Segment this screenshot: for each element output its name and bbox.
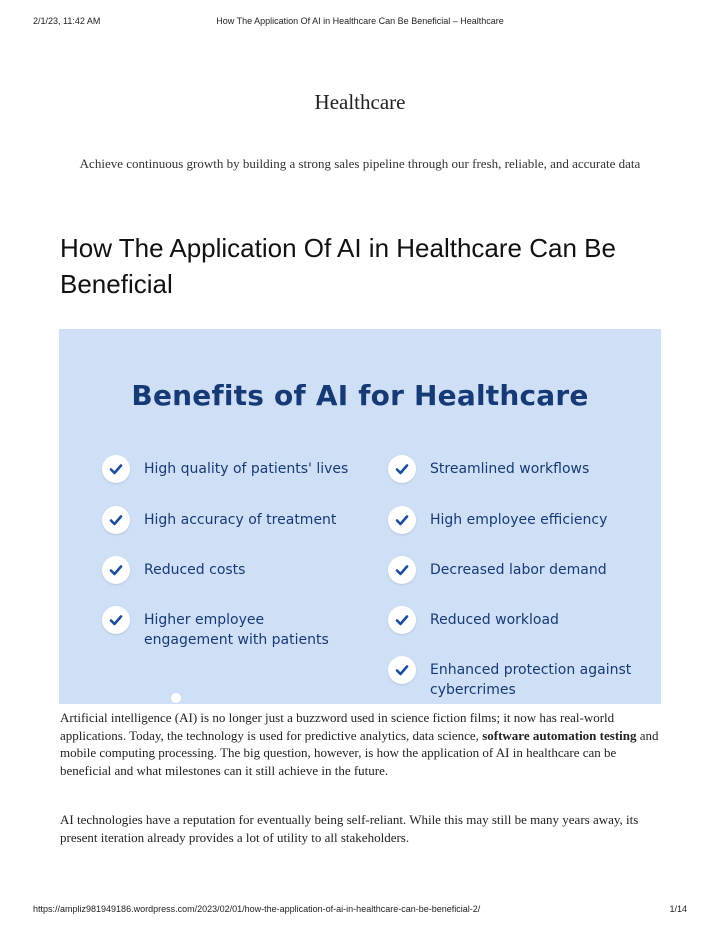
print-page-title: How The Application Of AI in Healthcare Can Be Beneficial – Healthcare <box>216 16 504 26</box>
site-tagline: Achieve continuous growth by building a strong sales pipeline through our fresh, reliable, and accurate data <box>79 156 641 171</box>
site-title[interactable]: Healthcare <box>314 90 406 114</box>
benefit-item-left-1 <box>102 459 352 483</box>
benefit-item-right-4 <box>388 610 638 634</box>
benefit-item-right-1 <box>388 459 638 483</box>
print-footer <box>0 904 720 918</box>
check-circle-icon <box>388 556 416 584</box>
benefit-label: Higher employee engagement with patients <box>144 612 329 648</box>
check-circle-icon <box>102 455 130 483</box>
benefit-label: Reduced workload <box>430 612 559 628</box>
benefit-item-right-5 <box>388 660 638 700</box>
print-url: https://ampliz981949186.wordpress.com/2023/02/01/how-the-application-of-ai-in-healthcare-can-be-beneficial-2/ <box>33 904 481 914</box>
benefits-banner-image <box>59 329 661 704</box>
benefit-item-right-2 <box>388 510 638 534</box>
print-page-number: 1/14 <box>669 904 687 914</box>
decorative-dot <box>171 693 181 703</box>
check-circle-icon <box>388 506 416 534</box>
benefit-item-left-3 <box>102 560 352 584</box>
benefit-label: High quality of patients' lives <box>144 461 349 477</box>
benefit-item-left-2 <box>102 510 352 534</box>
print-header <box>0 16 720 30</box>
check-circle-icon <box>102 506 130 534</box>
post-title: How The Application Of AI in Healthcare Can Be Beneficial <box>60 233 616 299</box>
benefit-label: Enhanced protection against cybercrimes <box>430 662 632 698</box>
print-datetime: 2/1/23, 11:42 AM <box>33 16 101 26</box>
benefit-item-left-4 <box>102 610 352 650</box>
benefit-label: Decreased labor demand <box>430 562 607 578</box>
benefit-item-right-3 <box>388 560 638 584</box>
benefit-label: Reduced costs <box>144 562 246 578</box>
benefit-label: High employee efficiency <box>430 512 608 528</box>
check-circle-icon <box>102 556 130 584</box>
paragraph-text: and mobile computing processing. The big question, however, is how the application of AI in healthcare can be beneficial and what milestones can it still achieve in the future. <box>60 727 659 778</box>
check-circle-icon <box>388 606 416 634</box>
paragraph-text: Artificial intelligence (AI) is no longer just a buzzword used in science fiction films; it now has real-world applications. Today, the technology is used for predictive analytics, data science, <box>60 710 615 743</box>
software-automation-testing-link[interactable]: software automation testing <box>482 727 637 743</box>
benefit-label: Streamlined workflows <box>430 461 590 477</box>
banner-heading: Benefits of AI for Healthcare <box>131 379 589 412</box>
check-circle-icon <box>102 606 130 634</box>
benefit-label: High accuracy of treatment <box>144 512 337 528</box>
check-circle-icon <box>388 656 416 684</box>
body-paragraph-1 <box>60 709 660 779</box>
check-circle-icon <box>388 455 416 483</box>
body-paragraph-2: AI technologies have a reputation for eventually being self-reliant. While this may still be many years away, its present iteration already provides a lot of utility to all stakeholders. <box>60 812 639 845</box>
